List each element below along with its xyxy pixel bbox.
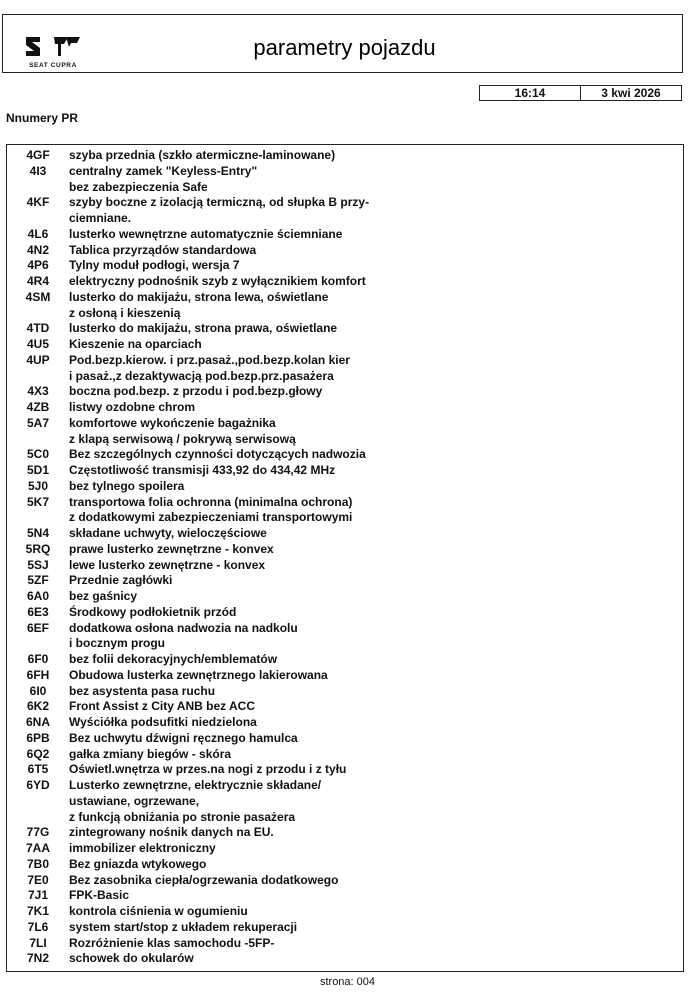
table-row (7, 589, 683, 605)
table-row (7, 888, 683, 904)
table-row (7, 180, 683, 196)
pr-description: ustawiane, ogrzewane, (69, 793, 200, 808)
pr-description: bez gaśnicy (69, 589, 138, 603)
pr-code: 6A0 (26, 589, 49, 603)
pr-code (7, 211, 69, 227)
datetime-box (479, 85, 682, 101)
pr-code: 5N4 (26, 526, 49, 540)
pr-description: Pod.bezp.kierow. i prz.pasaż.,pod.bezp.kolan kier (69, 352, 350, 367)
pr-code (7, 794, 69, 810)
pr-description: FPK-Basic (69, 888, 130, 903)
table-row (7, 810, 683, 826)
pr-code: 4N2 (26, 242, 49, 257)
pr-description: z dodatkowymi zabezpieczeniami transportowymi (69, 510, 353, 525)
pr-description: immobilizer elektroniczny (69, 841, 216, 855)
pr-code: 4UP (26, 352, 50, 367)
pr-description: komfortowe wykończenie bagażnika (69, 415, 276, 430)
pr-code (7, 369, 69, 385)
seat-cupra-logo (18, 32, 88, 72)
table-row (7, 526, 683, 542)
pr-code: 4L6 (27, 226, 49, 241)
pr-description: system start/stop z układem rekuperacji (69, 919, 298, 934)
pr-code: 7B0 (26, 856, 49, 871)
pr-code: 4U5 (26, 337, 49, 351)
pr-description: Kieszenie na oparciach (69, 337, 202, 351)
pr-description: lusterko do makijażu, strona prawa, oświetlane (69, 321, 338, 336)
pr-description: Oświetl.wnętrza w przes.na nogi z przodu i z tyłu (69, 762, 347, 777)
logo-brand-text: SEAT CUPRA (29, 62, 77, 69)
pr-code (7, 180, 69, 196)
pr-description: zintegrowany nośnik danych na EU. (69, 825, 274, 840)
table-row (7, 227, 683, 243)
pr-code (7, 432, 69, 448)
pr-description: Lusterko zewnętrzne, elektrycznie składane/ (69, 778, 322, 792)
pr-code: 7E0 (27, 872, 49, 887)
table-row (7, 715, 683, 731)
section-title: Nnumery PR (6, 111, 79, 125)
pr-description: bez zabezpieczenia Safe (69, 179, 208, 194)
table-row (7, 321, 683, 337)
table-row (7, 290, 683, 306)
table-row (7, 258, 683, 274)
table-row (7, 684, 683, 700)
table-row (7, 873, 683, 889)
pr-code: 6I0 (29, 683, 47, 698)
pr-code (7, 810, 69, 826)
table-row (7, 621, 683, 637)
pr-description: i bocznym progu (69, 636, 165, 651)
pr-description: z klapą serwisową / pokrywą serwisową (69, 431, 296, 446)
pr-code: 6E3 (27, 604, 49, 619)
table-row (7, 542, 683, 558)
table-row (7, 243, 683, 259)
document-header (2, 14, 683, 73)
pr-description: Tylny moduł podłogi, wersja 7 (69, 258, 240, 273)
pr-description: Rozróżnienie klas samochodu -5FP- (69, 935, 275, 950)
table-row (7, 794, 683, 810)
table-row (7, 432, 683, 448)
pr-code: 4KF (26, 195, 50, 210)
table-row (7, 841, 683, 857)
table-row (7, 762, 683, 778)
pr-description: Środkowy podłokietnik przód (69, 604, 237, 619)
table-row (7, 353, 683, 369)
pr-description: Bez zasobnika ciepła/ogrzewania dodatkowego (69, 872, 339, 887)
pr-code: 5J0 (27, 478, 49, 493)
pr-description: schowek do okularów (69, 951, 194, 966)
table-row (7, 857, 683, 873)
table-row (7, 636, 683, 652)
table-row (7, 951, 683, 967)
pr-code: 4P6 (27, 258, 49, 273)
pr-description: z osłoną i kieszenią (69, 305, 181, 320)
pr-code: 4X3 (27, 384, 49, 399)
pr-description: szyba przednia (szkło atermiczne-laminowane) (69, 148, 336, 162)
table-row (7, 306, 683, 322)
pr-code: 6K2 (26, 699, 49, 714)
table-row (7, 825, 683, 841)
pr-description: kontrola ciśnienia w ogumieniu (69, 904, 248, 918)
pr-code: 5A7 (26, 415, 49, 430)
table-row (7, 495, 683, 511)
table-row (7, 416, 683, 432)
table-row (7, 904, 683, 920)
table-row (7, 747, 683, 763)
table-row (7, 274, 683, 290)
pr-code: 6EF (26, 620, 49, 635)
table-row (7, 573, 683, 589)
pr-code (7, 306, 69, 322)
table-row (7, 510, 683, 526)
pr-codes-list (7, 148, 683, 967)
pr-description: transportowa folia ochronna (minimalna ochrona) (69, 494, 353, 509)
pr-code: 5SJ (27, 557, 49, 572)
pr-code: 7J1 (27, 888, 49, 903)
pr-code: 6PB (26, 730, 50, 745)
pr-code: 7L6 (27, 919, 49, 934)
pr-description: bez folii dekoracyjnych/emblematów (69, 652, 278, 666)
pr-description: lusterko wewnętrzne automatycznie ściemniane (69, 226, 343, 241)
table-row (7, 369, 683, 385)
pr-code: 77G (26, 825, 50, 840)
table-row (7, 148, 683, 164)
table-row (7, 479, 683, 495)
pr-description: bez tylnego spoilera (69, 478, 185, 493)
pr-description: elektryczny podnośnik szyb z wyłącznikiem komfort (69, 274, 366, 288)
pr-description: bez asystenta pasa ruchu (69, 683, 216, 698)
pr-description: Bez gniazda wtykowego (69, 856, 207, 871)
table-row (7, 447, 683, 463)
pr-code: 4R4 (26, 274, 49, 288)
print-time: 16:14 (480, 86, 581, 100)
table-row (7, 400, 683, 416)
table-row (7, 211, 683, 227)
pr-code: 4GF (26, 148, 50, 162)
table-row (7, 195, 683, 211)
pr-description: boczna pod.bezp. z przodu i pod.bezp.głowy (69, 384, 323, 399)
table-row (7, 668, 683, 684)
pr-code: 4ZB (26, 400, 50, 414)
table-row (7, 337, 683, 353)
table-row (7, 384, 683, 400)
table-row (7, 652, 683, 668)
page-title: parametry pojazdu (253, 35, 436, 60)
table-row (7, 920, 683, 936)
pr-code: 5D1 (26, 463, 49, 477)
table-row (7, 164, 683, 180)
pr-code: 5K7 (26, 494, 49, 509)
pr-code: 5RQ (25, 541, 51, 556)
pr-code: 6T5 (27, 762, 49, 777)
pr-code: 5C0 (26, 447, 49, 462)
pr-description: Wyściółka podsufitki niedzielona (69, 715, 257, 729)
pr-code: 4I3 (29, 163, 47, 178)
pr-description: szyby boczne z izolacją termiczną, od słupka B przy- (69, 195, 370, 210)
pr-code: 6NA (25, 715, 50, 729)
table-row (7, 936, 683, 952)
pr-description: Tablica przyrządów standardowa (69, 242, 257, 257)
pr-description: z funkcją obniżania po stronie pasażera (69, 809, 296, 824)
pr-description: Front Assist z City ANB bez ACC (69, 699, 256, 714)
pr-description: Obudowa lusterka zewnętrznego lakierowana (69, 667, 328, 682)
pr-codes-table (6, 144, 684, 972)
pr-code: 7AA (25, 841, 50, 855)
table-row (7, 463, 683, 479)
pr-description: Bez uchwytu dźwigni ręcznego hamulca (69, 730, 298, 745)
pr-description: i pasaż.,z dezaktywacją pod.bezp.prz.pasażera (69, 368, 334, 383)
pr-code: 6FH (26, 667, 50, 682)
pr-description: składane uchwyty, wieloczęściowe (69, 526, 267, 540)
pr-description: Przednie zagłówki (69, 573, 173, 588)
seat-cupra-logo-icon (18, 32, 88, 62)
print-date: 3 kwi 2026 (601, 86, 661, 100)
page-number: strona: 004 (319, 976, 376, 988)
pr-description: lewe lusterko zewnętrzne - konvex (69, 557, 266, 572)
pr-description: dodatkowa osłona nadwozia na nadkolu (69, 620, 298, 635)
table-row (7, 605, 683, 621)
table-row (7, 731, 683, 747)
pr-description: listwy ozdobne chrom (69, 400, 196, 414)
table-row (7, 699, 683, 715)
table-row (7, 558, 683, 574)
pr-code: 6Q2 (26, 746, 50, 761)
pr-description: prawe lusterko zewnętrzne - konvex (69, 541, 274, 556)
pr-description: Bez szczególnych czynności dotyczących nadwozia (69, 447, 366, 462)
pr-code (7, 636, 69, 652)
pr-code: 7LI (29, 935, 47, 950)
pr-code (7, 510, 69, 526)
pr-description: lusterko do makijażu, strona lewa, oświetlane (69, 289, 329, 304)
pr-code: 4TD (26, 321, 50, 336)
pr-description: ciemniane. (69, 211, 132, 225)
pr-description: Częstotliwość transmisji 433,92 do 434,42 MHz (69, 463, 336, 477)
pr-description: gałka zmiany biegów - skóra (69, 746, 232, 761)
table-row (7, 778, 683, 794)
pr-code: 7N2 (26, 951, 49, 966)
pr-code: 6YD (26, 778, 50, 792)
pr-code: 7K1 (26, 904, 49, 918)
pr-code: 4SM (25, 289, 51, 304)
pr-code: 6F0 (27, 652, 49, 666)
pr-description: centralny zamek "Keyless-Entry" (69, 163, 258, 178)
pr-code: 5ZF (27, 573, 49, 588)
